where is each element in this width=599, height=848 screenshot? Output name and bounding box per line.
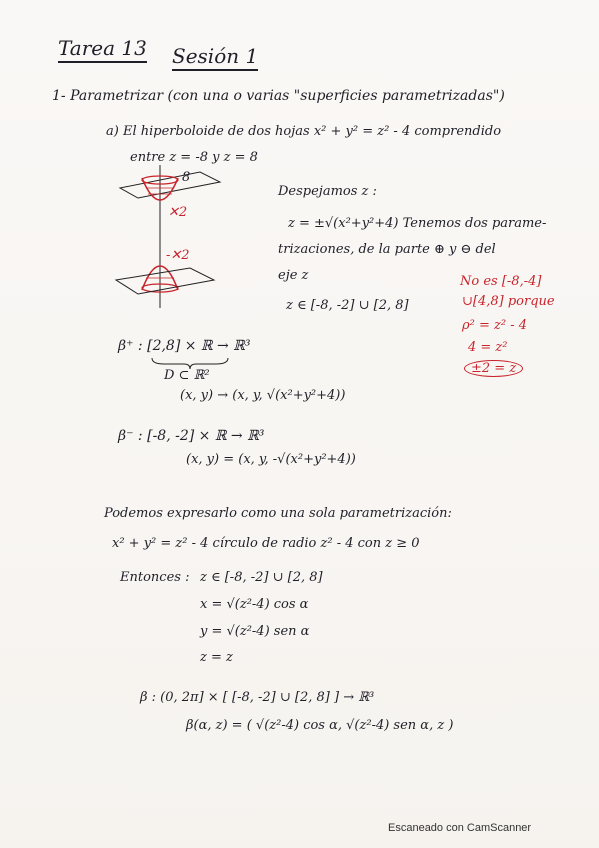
beta-minus-def: β⁻ : [-8, -2] × ℝ → ℝ³ [118, 428, 265, 444]
single-circle: x² + y² = z² - 4 círculo de radio z² - 4 con z ≥ 0 [112, 536, 420, 551]
red-note-line1: No es [-8,-4] [460, 274, 542, 289]
red-note-line2: ∪[4,8] porque [462, 294, 555, 309]
single-x-eq: x = √(z²-4) cos α [200, 597, 309, 612]
red-note-line4: 4 = z² [468, 340, 508, 355]
final-map: β(α, z) = ( √(z²-4) cos α, √(z²-4) sen α, z ) [186, 718, 454, 733]
despejamos-domain: z ∈ [-8, -2] ∪ [2, 8] [286, 298, 409, 313]
beta-plus-def: β⁺ : [2,8] × ℝ → ℝ³ [118, 338, 251, 354]
tarea-title: Tarea 13 [58, 36, 147, 63]
despejamos-title: Despejamos z : [278, 184, 377, 199]
beta-plus-map: (x, y) → (x, y, √(x²+y²+4)) [180, 388, 346, 403]
despejamos-eq: z = ±√(x²+y²+4) Tenemos dos parame- [288, 216, 547, 231]
single-y-eq: y = √(z²-4) sen α [200, 624, 310, 639]
fig-label-z2: ✕2 [168, 205, 188, 220]
sesion-title: Sesión 1 [172, 44, 258, 71]
single-z-eq: z = z [200, 650, 233, 665]
final-def: β : (0, 2π] × [ [-8, -2] ∪ [2, 8] ] → ℝ³ [140, 690, 375, 705]
section-title: 1- Parametrizar (con una o varias "superficies parametrizadas") [52, 88, 505, 104]
single-intro: Podemos expresarlo como una sola parametrización: [104, 506, 452, 521]
fig-label-minus-z2: -✕2 [166, 248, 190, 263]
despejamos-line2: trizaciones, de la parte ⊕ y ⊖ del [278, 242, 496, 257]
red-note-line5: ±2 = z [464, 360, 523, 377]
beta-minus-map: (x, y) = (x, y, -√(x²+y²+4)) [186, 452, 356, 467]
single-z-domain: z ∈ [-8, -2] ∪ [2, 8] [200, 570, 323, 585]
scanner-watermark: Escaneado con CamScanner [388, 822, 532, 834]
despejamos-line3: eje z [278, 268, 309, 283]
hyperboloid-sketch [108, 160, 228, 310]
entonces-label: Entonces : [120, 570, 190, 585]
red-note-line3: ρ² = z² - 4 [462, 318, 527, 333]
fig-label-top: 8 [182, 170, 191, 185]
beta-plus-domain: D ⊂ ℝ² [164, 368, 210, 383]
part-a-line2: entre z = -8 y z = 8 [130, 150, 258, 165]
part-a-line1: a) El hiperboloide de dos hojas x² + y² = z² - 4 comprendido [106, 124, 502, 139]
